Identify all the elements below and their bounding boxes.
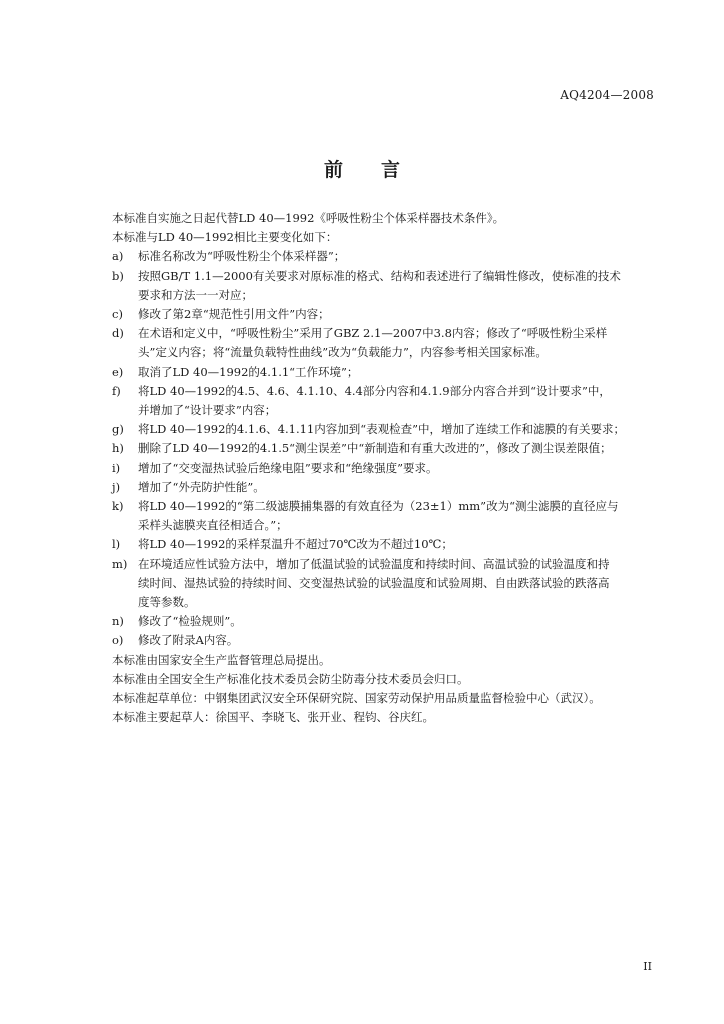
page-title [0,155,724,182]
closing-paragraph: 本标准由国家安全生产监督管理总局提出。 [112,652,331,667]
change-item-c [112,305,657,324]
list-item-line: 将LD 40—1992的“第二级滤膜捕集器的有效直径为（23±1）mm”改为“测尘滤膜的直径应与 [138,499,619,514]
list-marker: g) [112,422,124,437]
change-item-b [112,267,657,305]
closing-paragraph: 本标准由全国安全生产标准化技术委员会防尘防毒分技术委员会归口。 [112,671,469,686]
list-item-line: 取消了LD 40—1992的4.1.1“工作环境”； [138,364,359,379]
list-item-line: 标准名称改为“呼吸性粉尘个体采样器”； [138,249,346,264]
list-item-line: 删除了LD 40—1992的4.1.5“测尘误差”中“新制造和有重大改进的”，修改了测尘误差限值； [138,441,612,456]
list-marker: h) [112,441,124,456]
change-item-a [112,247,657,266]
list-item-line: 修改了第2章“规范性引用文件”内容； [138,307,330,322]
title-char-1: 前 [323,159,343,181]
document-body [112,209,657,727]
change-item-l [112,535,657,554]
standard-code: AQ4204—2008 [560,88,654,102]
list-marker: f) [112,383,121,398]
change-item-h [112,439,657,458]
closing-paragraph: 本标准主要起草人：徐国平、李晓飞、张开业、程钧、谷庆红。 [112,710,434,725]
list-item-line: 增加了“外壳防护性能”。 [138,479,265,494]
change-item-k [112,497,657,535]
change-item-e [112,363,657,382]
title-char-2: 言 [381,159,401,181]
list-marker: n) [112,614,124,629]
change-item-f [112,382,657,420]
list-marker: j) [112,479,121,494]
list-item-line: 头”定义内容；将“流量负载特性曲线”改为“负载能力”，内容参考相关国家标准。 [138,345,547,360]
list-item-line: 按照GB/T 1.1—2000有关要求对原标准的格式、结构和表述进行了编辑性修改，使标准的技术 [138,268,621,283]
list-marker: b) [112,268,124,283]
change-item-n [112,612,657,631]
list-item-line: 修改了附录A内容。 [138,633,239,648]
list-item-line: 要求和方法一一对应； [138,287,253,302]
change-item-m [112,555,657,613]
list-item-line: 增加了“交变湿热试验后绝缘电阻”要求和“绝缘强度”要求。 [138,460,438,475]
list-item-line: 将LD 40—1992的4.1.6、4.1.11内容加到“表观检查”中，增加了连续工作和滤膜的有关要求； [138,422,626,437]
intro-paragraph: 本标准与LD 40—1992相比主要变化如下： [112,230,338,245]
change-item-d [112,324,657,362]
list-item-line: 采样头滤膜夹直径相适合。”； [138,518,288,533]
closing-paragraph: 本标准起草单位：中钢集团武汉安全环保研究院、国家劳动保护用品质量监督检验中心（武汉）。 [112,691,601,706]
list-marker: c) [112,307,123,322]
list-item-line: 修改了“检验规则”。 [138,614,242,629]
list-item-line: 度等参数。 [138,595,196,610]
list-marker: l) [112,537,121,552]
page-number: II [643,960,652,973]
change-item-i [112,459,657,478]
list-marker: k) [112,499,124,514]
change-item-o [112,631,657,650]
list-item-line: 将LD 40—1992的4.5、4.6、4.1.10、4.4部分内容和4.1.9部分内容合并到“设计要求”中， [138,383,611,398]
list-marker: d) [112,326,124,341]
list-marker: a) [112,249,124,264]
list-item-line: 并增加了“设计要求”内容； [138,403,277,418]
list-item-line: 续时间、湿热试验的持续时间、交变湿热试验的试验温度和试验周期、自由跌落试验的跌落高 [138,575,610,590]
list-item-line: 将LD 40—1992的采样泵温升不超过70℃改为不超过10℃； [138,537,453,552]
list-item-line: 在环境适应性试验方法中，增加了低温试验的试验温度和持续时间、高温试验的试验温度和持 [138,556,610,571]
intro-paragraph: 本标准自实施之日起代替LD 40—1992《呼吸性粉尘个体采样器技术条件》。 [112,211,505,225]
change-item-g [112,420,657,439]
change-item-j [112,478,657,497]
list-marker: m) [112,556,128,571]
list-item-line: 在术语和定义中，“呼吸性粉尘”采用了GBZ 2.1—2007中3.8内容；修改了“呼吸性粉尘采样 [138,326,608,341]
list-marker: i) [112,460,121,475]
list-marker: e) [112,364,124,379]
list-marker: o) [112,633,124,648]
